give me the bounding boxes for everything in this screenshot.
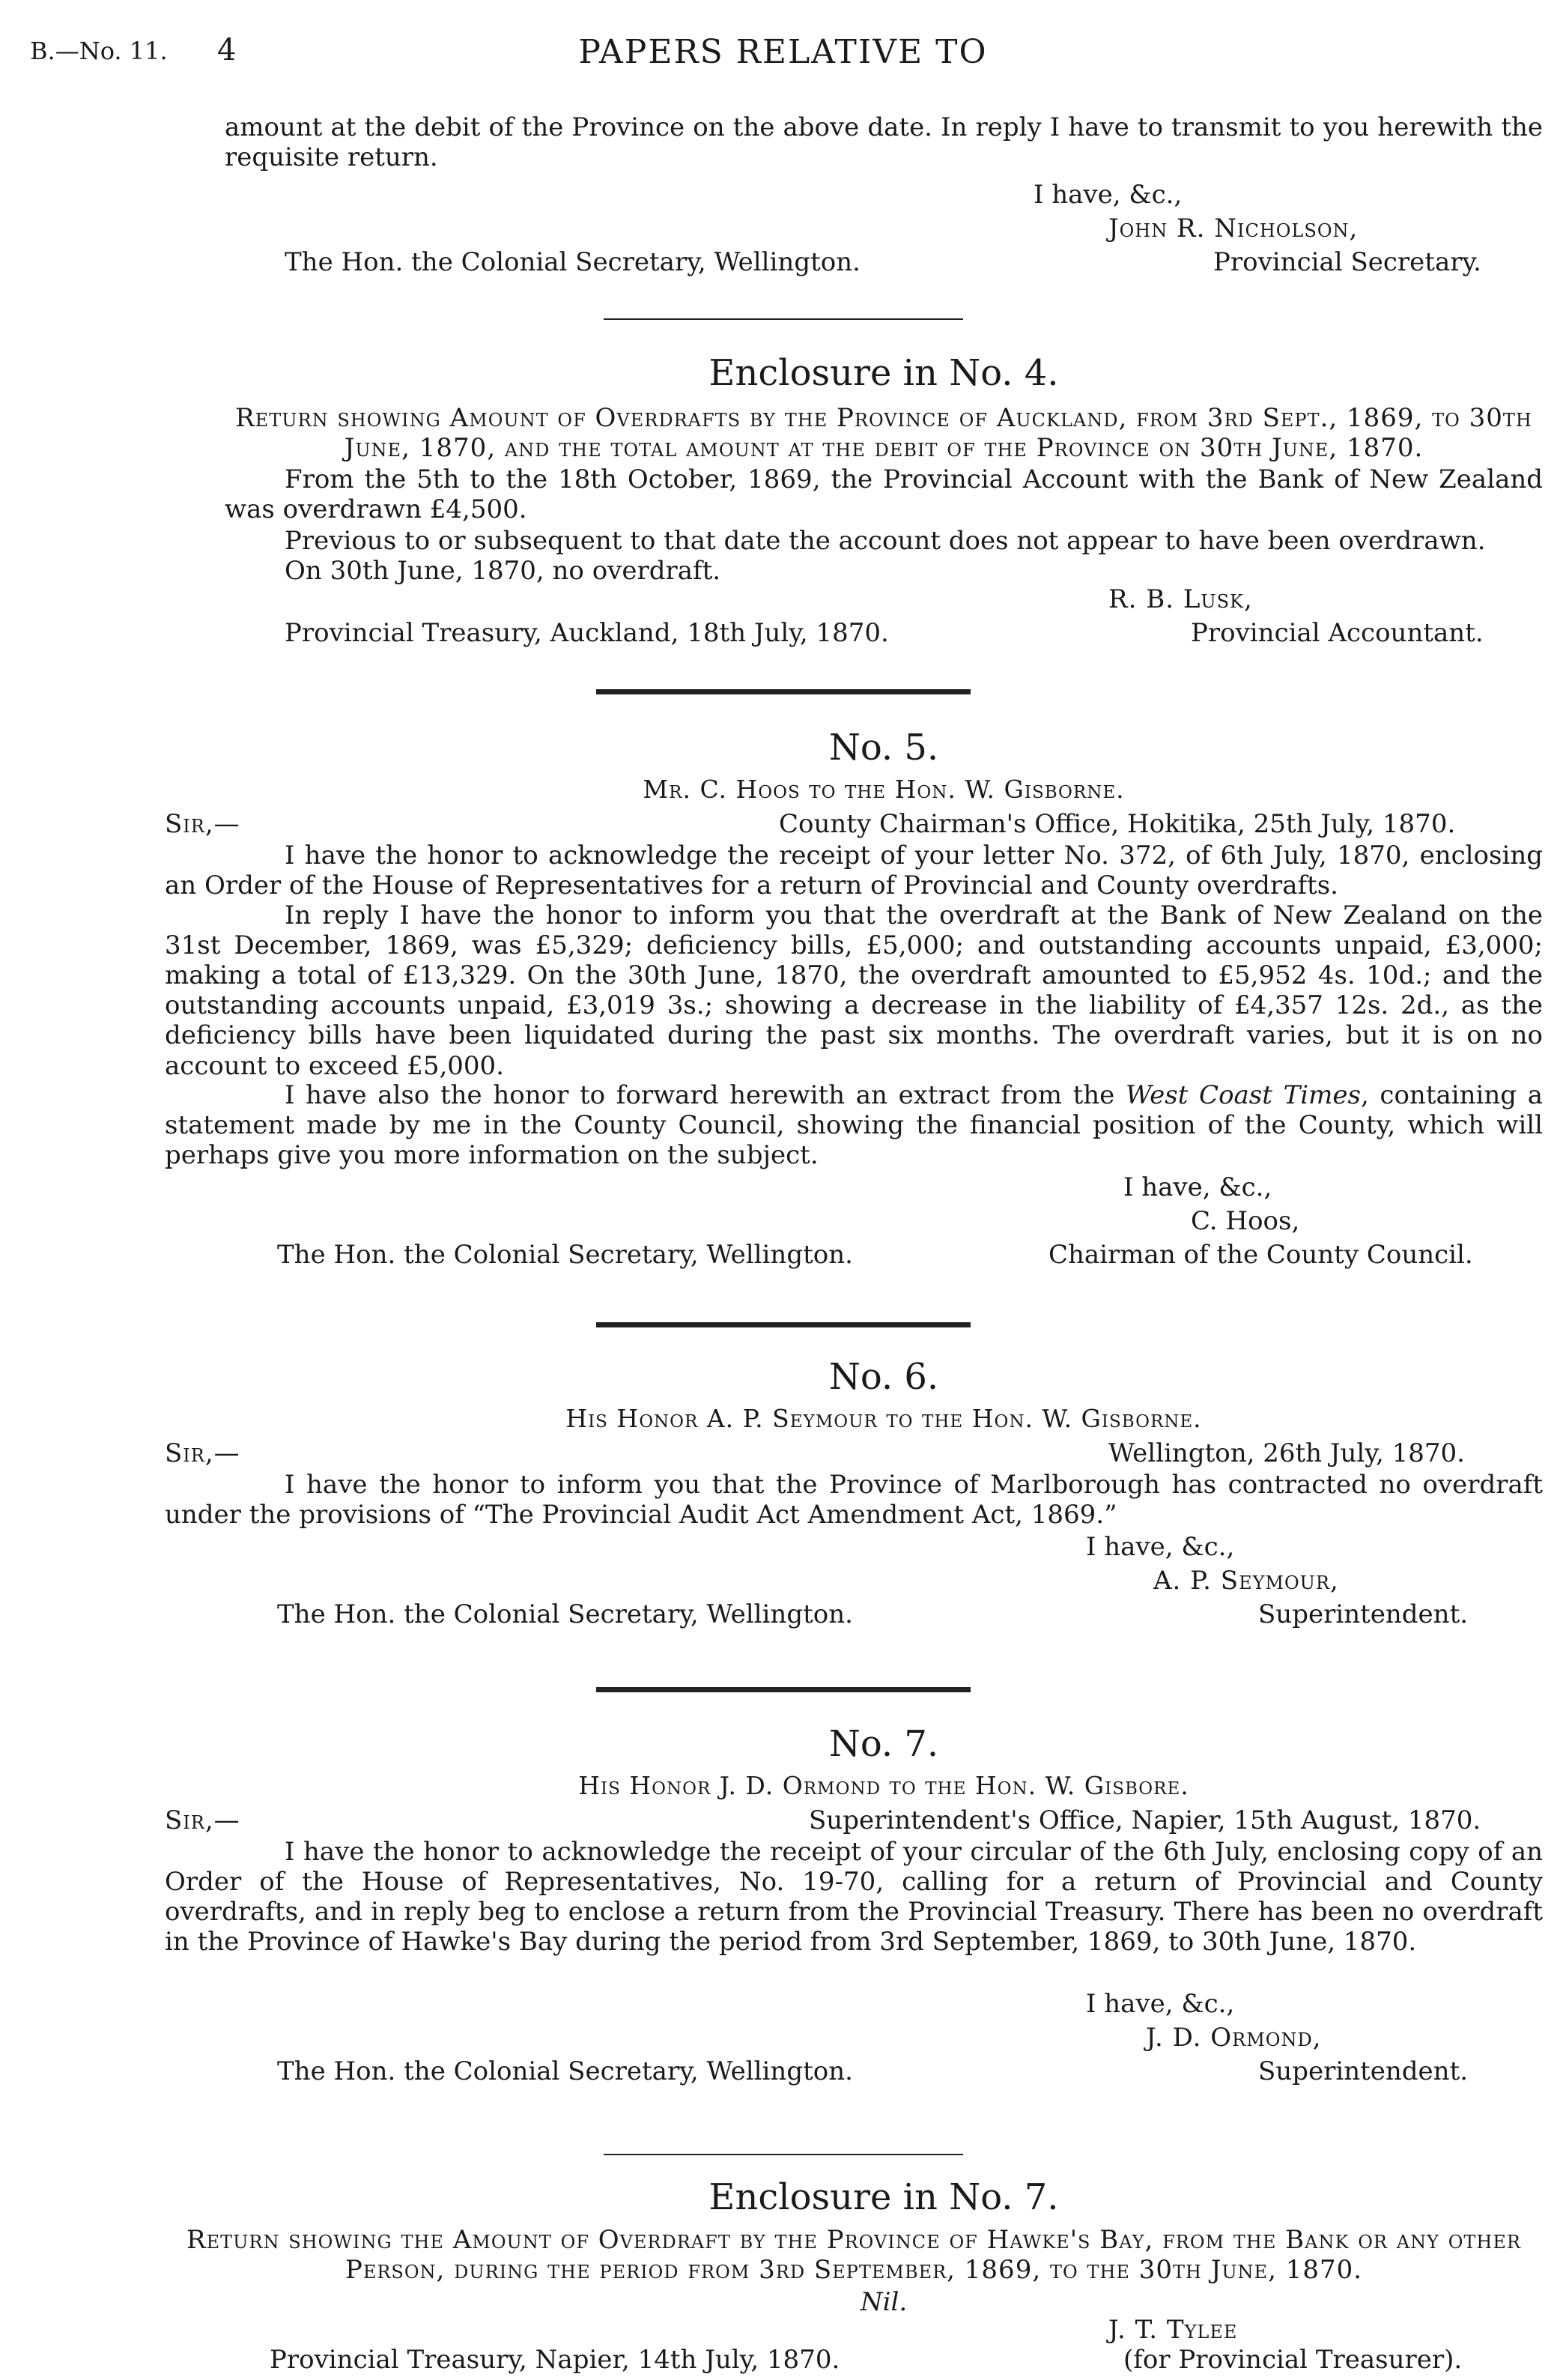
letter-6-signer-title: Superintendent. bbox=[1258, 1599, 1469, 1629]
enclosure-7-intro: Return showing the Amount of Overdraft by the Province of Hawke's Bay, from the Bank or any other Person, during the period from 3rd September, 1869, to the 30th June, 1870. bbox=[186, 2225, 1521, 2286]
document-reference: B.—No. 11. bbox=[30, 37, 168, 65]
letter-7-heading: No. 7. bbox=[828, 1723, 939, 1765]
continuation-paragraph: amount at the debit of the Province on the above date. In reply I have to transmit to you herewith the requisite return. bbox=[225, 112, 1543, 173]
enclosure-7-nil: Nil. bbox=[860, 2287, 908, 2317]
enclosure-4-para-3: On 30th June, 1870, no overdraft. bbox=[285, 556, 721, 586]
letter-5-para-3-text-a: I have also the honor to forward herewith an extract from the bbox=[285, 1080, 1126, 1110]
letter-6-signer: A. P. Seymour, bbox=[1153, 1566, 1339, 1596]
enclosure-4-signer-title: Provincial Accountant. bbox=[1191, 618, 1484, 648]
letter-6-closing: I have, &c., bbox=[1086, 1532, 1235, 1562]
enclosure-7-signer-title: (for Provincial Treasurer). bbox=[1123, 2345, 1463, 2375]
letter-6-heading: No. 6. bbox=[828, 1356, 939, 1398]
enclosure-4-para-1: From the 5th to the 18th October, 1869, the Provincial Account with the Bank of New Zealand was overdrawn £4,500. bbox=[225, 464, 1543, 525]
divider-rule-thick bbox=[596, 1687, 971, 1692]
letter-7-place-date: Superintendent's Office, Napier, 15th August, 1870. bbox=[809, 1805, 1481, 1835]
letter-5-from-to: Mr. C. Hoos to the Hon. W. Gisborne. bbox=[643, 775, 1125, 804]
letter-7-salutation: Sir,— bbox=[165, 1805, 240, 1835]
page-number: 4 bbox=[217, 33, 237, 67]
letter-5-closing: I have, &c., bbox=[1123, 1172, 1272, 1202]
letter-5-signer: C. Hoos, bbox=[1191, 1206, 1300, 1236]
enclosure-4-place-date: Provincial Treasury, Auckland, 18th July, 1870. bbox=[285, 618, 889, 648]
letter-5-place-date: County Chairman's Office, Hokitika, 25th July, 1870. bbox=[779, 809, 1456, 839]
letter-6-para-1: I have the honor to inform you that the Province of Marlborough has contracted no overdraft under the provisions of “The Provincial Audit Act Amendment Act, 1869.” bbox=[165, 1470, 1543, 1530]
enclosure-7 bbox=[186, 2176, 1543, 2375]
letter-5-addressee: The Hon. the Colonial Secretary, Wellington. bbox=[277, 1240, 853, 1270]
divider-rule-thick bbox=[596, 1322, 971, 1327]
continuation-signer: John R. Nicholson, bbox=[1108, 214, 1359, 243]
enclosure-4-para-2: Previous to or subsequent to that date the account does not appear to have been overdrawn. bbox=[285, 526, 1486, 556]
enclosure-4 bbox=[225, 352, 1543, 652]
letter-6-place-date: Wellington, 26th July, 1870. bbox=[1108, 1438, 1465, 1468]
letter-6-salutation: Sir,— bbox=[165, 1438, 240, 1468]
enclosure-7-place-date: Provincial Treasury, Napier, 14th July, 1870. bbox=[270, 2345, 840, 2375]
enclosure-4-heading: Enclosure in No. 4. bbox=[708, 352, 1059, 394]
enclosure-4-intro: Return showing Amount of Overdrafts by the Province of Auckland, from 3rd Sept., 1869, to 30th June, 1870, and the total amount at the debit of the Province on 30th June, 1870. bbox=[235, 403, 1532, 464]
letter-5-newspaper-title: West Coast Times bbox=[1125, 1080, 1361, 1110]
letter-7-para-1: I have the honor to acknowledge the receipt of your circular of the 6th July, enclosing copy of an Order of the House of Representatives, No. 19-70, calling for a return of Provincial and County overdrafts, and in reply beg to enclose a return from the Provincial Treasury. There has been no overdraft in the Province of Hawke's Bay during the period from 3rd September, 1869, to 30th June, 1870. bbox=[165, 1837, 1543, 1957]
letter-no-5 bbox=[165, 727, 1544, 1289]
running-header bbox=[30, 33, 1536, 78]
letter-7-from-to: His Honor J. D. Ormond to the Hon. W. Gisbore. bbox=[578, 1771, 1189, 1800]
enclosure-7-signer: J. T. Tylee bbox=[1108, 2315, 1238, 2345]
enclosure-4-signer: R. B. Lusk, bbox=[1108, 584, 1253, 614]
letter-5-para-3 bbox=[165, 1080, 1543, 1170]
letter-5-para-2: In reply I have the honor to inform you that the overdraft at the Bank of New Zealand on the 31st December, 1869, was £5,329; deficiency bills, £5,000; and outstanding accounts unpaid, £3,000; making a total of £13,329. On the 30th June, 1870, the overdraft amounted to £5,952 4s. 10d.; and the outstanding accounts unpaid, £3,019 3s.; showing a decrease in the liability of £4,357 12s. 2d., as the deficiency bills have been liquidated during the past six months. The overdraft varies, but it is on no account to exceed £5,000. bbox=[165, 900, 1543, 1081]
letter-7-closing: I have, &c., bbox=[1086, 1989, 1235, 2019]
letter-5-para-3-text-b: , containing a statement made by me in the County Council, showing the financial position of the County, which will perhaps give you more information on the subject. bbox=[165, 1080, 1544, 1171]
letter-no-7 bbox=[165, 1723, 1543, 2128]
letter-5-para-1: I have the honor to acknowledge the receipt of your letter No. 372, of 6th July, 1870, enclosing an Order of the House of Representatives for a return of Provincial and County overdrafts. bbox=[165, 841, 1543, 901]
continuation-signer-title: Provincial Secretary. bbox=[1213, 247, 1481, 277]
enclosure-7-heading: Enclosure in No. 7. bbox=[708, 2176, 1059, 2218]
letter-7-signer: J. D. Ormond, bbox=[1146, 2023, 1322, 2053]
letter-5-heading: No. 5. bbox=[828, 727, 939, 769]
section-continuation bbox=[225, 112, 1543, 292]
letter-6-addressee: The Hon. the Colonial Secretary, Wellington. bbox=[277, 1599, 853, 1629]
page-title: PAPERS RELATIVE TO bbox=[578, 33, 988, 71]
letter-7-signer-title: Superintendent. bbox=[1258, 2056, 1469, 2086]
letter-5-signer-title: Chairman of the County Council. bbox=[1048, 1240, 1473, 1270]
letter-5-salutation: Sir,— bbox=[165, 809, 240, 839]
continuation-closing: I have, &c., bbox=[1034, 180, 1183, 210]
divider-rule bbox=[604, 2154, 963, 2155]
divider-rule bbox=[604, 318, 963, 320]
letter-6-from-to: His Honor A. P. Seymour to the Hon. W. Gisborne. bbox=[565, 1404, 1202, 1433]
divider-rule-thick bbox=[596, 689, 971, 694]
letter-7-addressee: The Hon. the Colonial Secretary, Wellington. bbox=[277, 2056, 853, 2086]
letter-no-6 bbox=[165, 1356, 1543, 1656]
continuation-addressee: The Hon. the Colonial Secretary, Wellington. bbox=[285, 247, 861, 277]
